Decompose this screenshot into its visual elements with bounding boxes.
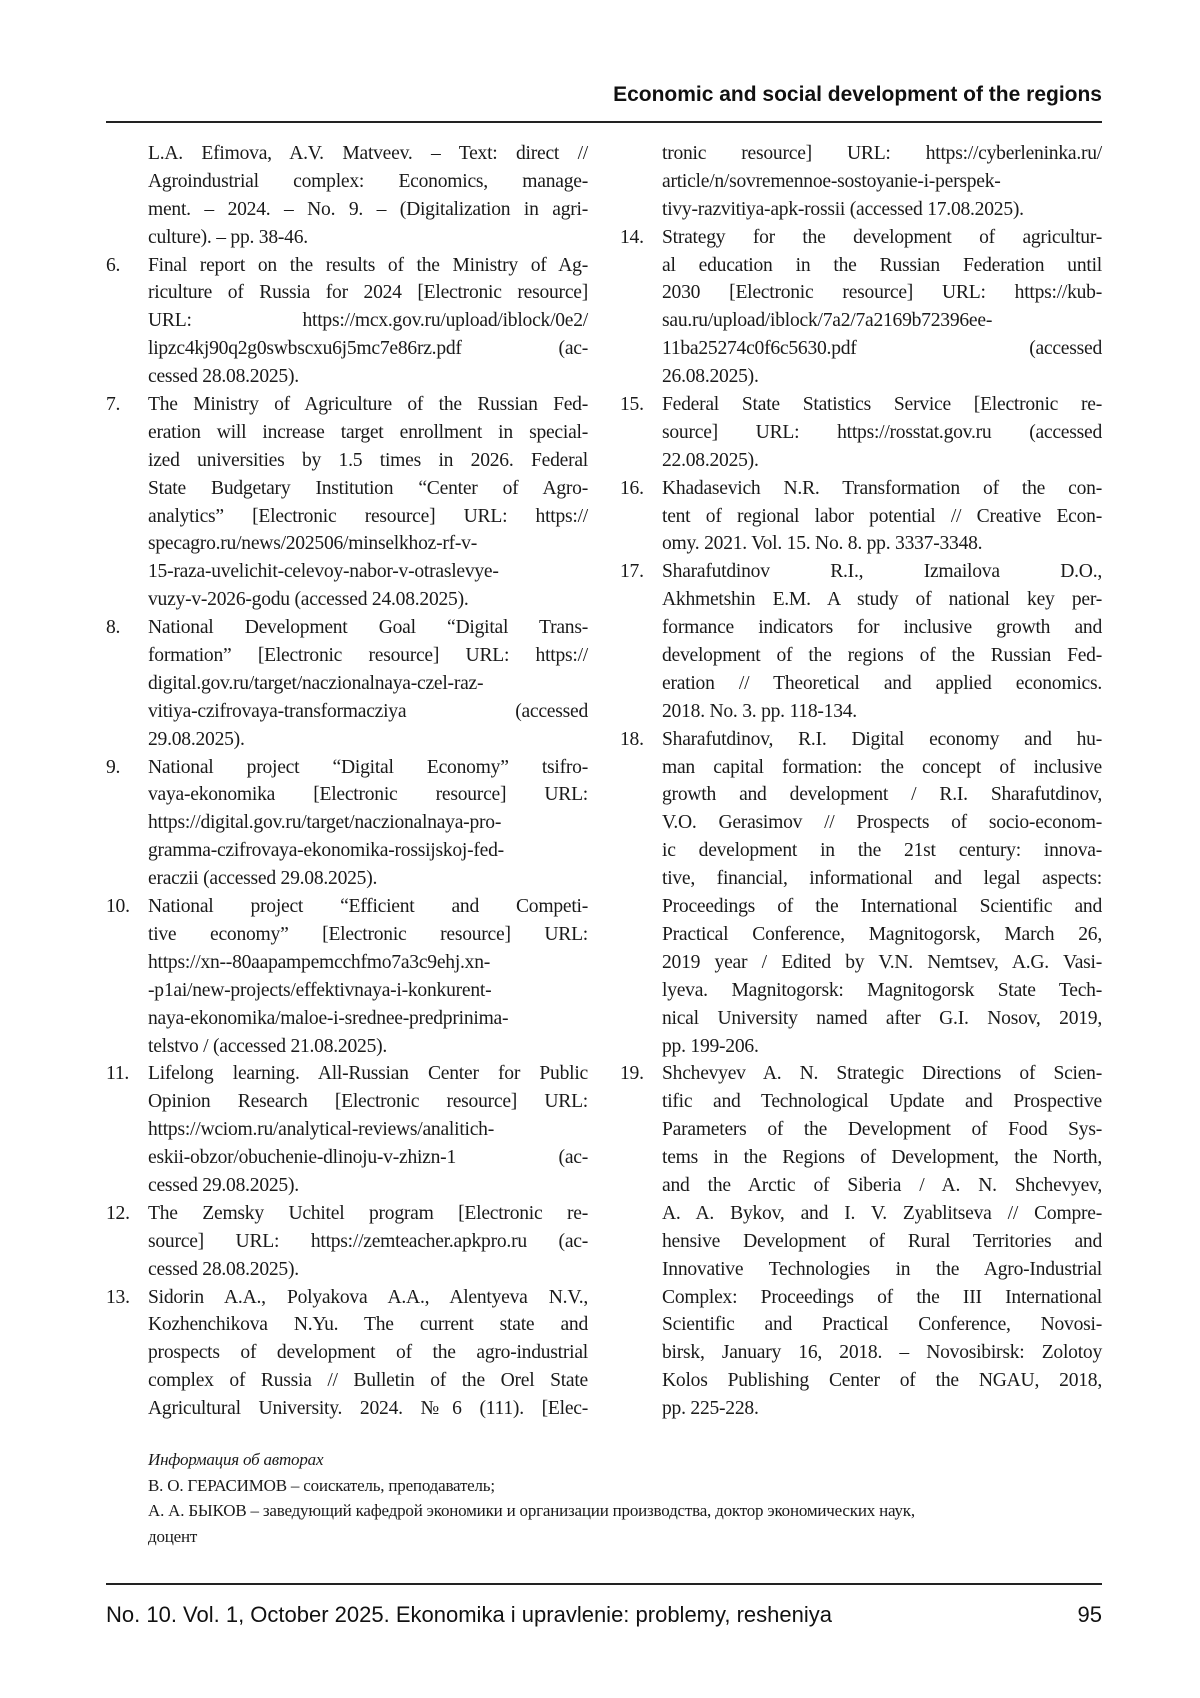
reference-item: [620, 726, 1102, 1061]
reference-item: [620, 558, 1102, 725]
reference-line: specagro.ru/news/202506/minselkhoz-rf-v-: [148, 530, 588, 558]
header-rule: [106, 121, 1102, 123]
reference-line: V.O. Gerasimov // Prospects of socio-econom-: [662, 809, 1102, 837]
reference-line: pp. 199-206.: [662, 1033, 1102, 1061]
reference-line: sau.ru/upload/iblock/7a2/7a2169b72396ee-: [662, 307, 1102, 335]
reference-line: man capital formation: the concept of inclusive: [662, 754, 1102, 782]
author-line: В. О. ГЕРАСИМОВ – соискатель, преподаватель;: [148, 1473, 1103, 1499]
reference-line: Kozhenchikova N.Yu. The current state and: [148, 1311, 588, 1339]
reference-line: digital.gov.ru/target/naczionalnaya-czel-raz-: [148, 670, 588, 698]
reference-line: Opinion Research [Electronic resource] URL:: [148, 1088, 588, 1116]
reference-line: Scientific and Practical Conference, Novosi-: [662, 1311, 1102, 1339]
reference-line: Agroindustrial complex: Economics, manage-: [148, 168, 588, 196]
reference-line: eskii-obzor/obuchenie-dlinoju-v-zhizn-1 (ac-: [148, 1144, 588, 1172]
reference-number: 6.: [106, 252, 120, 280]
reference-line: riculture of Russia for 2024 [Electronic resource]: [148, 279, 588, 307]
reference-line: A. A. Bykov, and I. V. Zyablitseva // Compre-: [662, 1200, 1102, 1228]
reference-line: L.A. Efimova, A.V. Matveev. – Text: direct //: [148, 140, 588, 168]
reference-line: Sharafutdinov, R.I. Digital economy and hu-: [662, 726, 1102, 754]
reference-line: tems in the Regions of Development, the North,: [662, 1144, 1102, 1172]
reference-line: 11ba25274c0f6c5630.pdf (accessed: [662, 335, 1102, 363]
references-right-column: [620, 140, 1102, 1423]
reference-line: The Ministry of Agriculture of the Russian Fed-: [148, 391, 588, 419]
reference-number: 14.: [620, 224, 644, 252]
reference-item: [106, 1060, 588, 1199]
reference-item: [106, 391, 588, 614]
reference-line: tific and Technological Update and Prospective: [662, 1088, 1102, 1116]
reference-number: 10.: [106, 893, 130, 921]
reference-line: cessed 29.08.2025).: [148, 1172, 588, 1200]
reference-number: 9.: [106, 754, 120, 782]
running-header: Economic and social development of the regions: [613, 83, 1102, 107]
reference-line: 2018. No. 3. pp. 118-134.: [662, 698, 1102, 726]
reference-line: National project “Digital Economy” tsifro-: [148, 754, 588, 782]
reference-number: 19.: [620, 1060, 644, 1088]
reference-line: -p1ai/new-projects/effektivnaya-i-konkurent-: [148, 977, 588, 1005]
reference-line: 2030 [Electronic resource] URL: https://kub-: [662, 279, 1102, 307]
page-number: 95: [1078, 1602, 1102, 1628]
reference-line: telstvo / (accessed 21.08.2025).: [148, 1033, 588, 1061]
reference-line: cessed 28.08.2025).: [148, 1256, 588, 1284]
reference-line: Akhmetshin E.M. A study of national key per-: [662, 586, 1102, 614]
reference-number: 15.: [620, 391, 644, 419]
reference-line: Sharafutdinov R.I., Izmailova D.O.,: [662, 558, 1102, 586]
reference-line: Khadasevich N.R. Transformation of the con-: [662, 475, 1102, 503]
reference-number: 8.: [106, 614, 120, 642]
reference-line: complex of Russia // Bulletin of the Orel State: [148, 1367, 588, 1395]
reference-item: [620, 1060, 1102, 1423]
reference-line: lyeva. Magnitogorsk: Magnitogorsk State Tech-: [662, 977, 1102, 1005]
reference-item: [106, 252, 588, 391]
authors-info-title: Информация об авторах: [148, 1447, 1103, 1473]
reference-line: Strategy for the development of agricultur-: [662, 224, 1102, 252]
reference-line: tronic resource] URL: https://cyberleninka.ru/: [662, 140, 1102, 168]
reference-line: birsk, January 16, 2018. – Novosibirsk: Zolotoy: [662, 1339, 1102, 1367]
reference-item: [106, 1200, 588, 1284]
reference-line: State Budgetary Institution “Center of Agro-: [148, 475, 588, 503]
reference-line: source] URL: https://rosstat.gov.ru (accessed: [662, 419, 1102, 447]
author-line: доцент: [148, 1524, 1103, 1550]
reference-item: [106, 140, 588, 252]
reference-line: vitiya-czifrovaya-transformacziya (accessed: [148, 698, 588, 726]
author-line: А. А. БЫКОВ – заведующий кафедрой экономики и организации производства, доктор экономических наук,: [148, 1498, 1103, 1524]
reference-line: 15-raza-uvelichit-celevoy-nabor-v-otraslevye-: [148, 558, 588, 586]
reference-line: Kolos Publishing Center of the NGAU, 2018,: [662, 1367, 1102, 1395]
reference-line: Parameters of the Development of Food Sys-: [662, 1116, 1102, 1144]
reference-line: Agricultural University. 2024. №6 (111). [Elec-: [148, 1395, 588, 1423]
reference-item: [620, 475, 1102, 559]
reference-line: lipzc4kj90q2g0swbscxu6j5mc7e86rz.pdf (ac-: [148, 335, 588, 363]
footer: [106, 1602, 1102, 1628]
reference-line: ic development in the 21st century: innova-: [662, 837, 1102, 865]
reference-line: ized universities by 1.5 times in 2026. Federal: [148, 447, 588, 475]
reference-line: 29.08.2025).: [148, 726, 588, 754]
reference-line: URL: https://mcx.gov.ru/upload/iblock/0e2/: [148, 307, 588, 335]
reference-line: 26.08.2025).: [662, 363, 1102, 391]
reference-number: 17.: [620, 558, 644, 586]
reference-line: Complex: Proceedings of the III International: [662, 1284, 1102, 1312]
reference-line: growth and development / R.I. Sharafutdinov,: [662, 781, 1102, 809]
reference-line: Sidorin A.A., Polyakova A.A., Alentyeva N.V.,: [148, 1284, 588, 1312]
reference-line: Lifelong learning. All-Russian Center for Public: [148, 1060, 588, 1088]
reference-line: The Zemsky Uchitel program [Electronic re-: [148, 1200, 588, 1228]
reference-item: [106, 893, 588, 1060]
reference-line: analytics” [Electronic resource] URL: https://: [148, 503, 588, 531]
references-left-column: [106, 140, 588, 1423]
reference-line: al education in the Russian Federation until: [662, 252, 1102, 280]
reference-line: vuzy-v-2026-godu (accessed 24.08.2025).: [148, 586, 588, 614]
reference-number: 7.: [106, 391, 120, 419]
reference-line: Proceedings of the International Scientific and: [662, 893, 1102, 921]
reference-line: Innovative Technologies in the Agro-Industrial: [662, 1256, 1102, 1284]
reference-line: source] URL: https://zemteacher.apkpro.ru (ac-: [148, 1228, 588, 1256]
reference-line: nical University named after G.I. Nosov, 2019,: [662, 1005, 1102, 1033]
reference-line: omy. 2021. Vol. 15. No. 8. pp. 3337-3348.: [662, 530, 1102, 558]
reference-line: tive economy” [Electronic resource] URL:: [148, 921, 588, 949]
reference-number: 12.: [106, 1200, 130, 1228]
reference-line: Shchevyev A. N. Strategic Directions of Scien-: [662, 1060, 1102, 1088]
reference-line: tent of regional labor potential // Creative Econ-: [662, 503, 1102, 531]
reference-line: vaya-ekonomika [Electronic resource] URL:: [148, 781, 588, 809]
reference-line: eration // Theoretical and applied economics.: [662, 670, 1102, 698]
reference-line: cessed 28.08.2025).: [148, 363, 588, 391]
reference-line: development of the regions of the Russian Fed-: [662, 642, 1102, 670]
reference-item: [620, 140, 1102, 224]
reference-line: hensive Development of Rural Territories and: [662, 1228, 1102, 1256]
reference-line: ment. – 2024. – No. 9. – (Digitalization in agri-: [148, 196, 588, 224]
reference-item: [620, 391, 1102, 475]
reference-number: 11.: [106, 1060, 129, 1088]
reference-line: formation” [Electronic resource] URL: https://: [148, 642, 588, 670]
reference-line: eraczii (accessed 29.08.2025).: [148, 865, 588, 893]
reference-line: culture). – pp. 38-46.: [148, 224, 588, 252]
reference-number: 16.: [620, 475, 644, 503]
reference-line: pp. 225-228.: [662, 1395, 1102, 1423]
reference-line: https://wciom.ru/analytical-reviews/analitich-: [148, 1116, 588, 1144]
reference-line: National project “Efficient and Competi-: [148, 893, 588, 921]
reference-line: and the Arctic of Siberia / A. N. Shchevyev,: [662, 1172, 1102, 1200]
footer-rule: [106, 1583, 1102, 1585]
reference-line: eration will increase target enrollment in special-: [148, 419, 588, 447]
reference-number: 18.: [620, 726, 644, 754]
reference-line: Final report on the results of the Ministry of Ag-: [148, 252, 588, 280]
reference-item: [106, 614, 588, 753]
reference-line: tive, financial, informational and legal aspects:: [662, 865, 1102, 893]
reference-line: article/n/sovremennoe-sostoyanie-i-perspek-: [662, 168, 1102, 196]
reference-line: formance indicators for inclusive growth and: [662, 614, 1102, 642]
reference-item: [106, 1284, 588, 1423]
reference-line: Practical Conference, Magnitogorsk, March 26,: [662, 921, 1102, 949]
reference-line: naya-ekonomika/maloe-i-srednee-predprinima-: [148, 1005, 588, 1033]
reference-number: 13.: [106, 1284, 130, 1312]
reference-item: [106, 754, 588, 893]
reference-line: 22.08.2025).: [662, 447, 1102, 475]
reference-line: https://digital.gov.ru/target/naczionalnaya-pro-: [148, 809, 588, 837]
reference-line: https://xn--80aapampemcchfmo7a3c9ehj.xn-: [148, 949, 588, 977]
journal-citation: No. 10. Vol. 1, October 2025. Ekonomika i upravlenie: problemy, resheniya: [106, 1602, 832, 1628]
reference-line: gramma-czifrovaya-ekonomika-rossijskoj-fed-: [148, 837, 588, 865]
reference-line: National Development Goal “Digital Trans-: [148, 614, 588, 642]
reference-item: [620, 224, 1102, 391]
authors-info: [148, 1447, 1103, 1549]
reference-line: tivy-razvitiya-apk-rossii (accessed 17.08.2025).: [662, 196, 1102, 224]
reference-line: Federal State Statistics Service [Electronic re-: [662, 391, 1102, 419]
reference-line: 2019 year / Edited by V.N. Nemtsev, A.G. Vasi-: [662, 949, 1102, 977]
reference-line: prospects of development of the agro-industrial: [148, 1339, 588, 1367]
